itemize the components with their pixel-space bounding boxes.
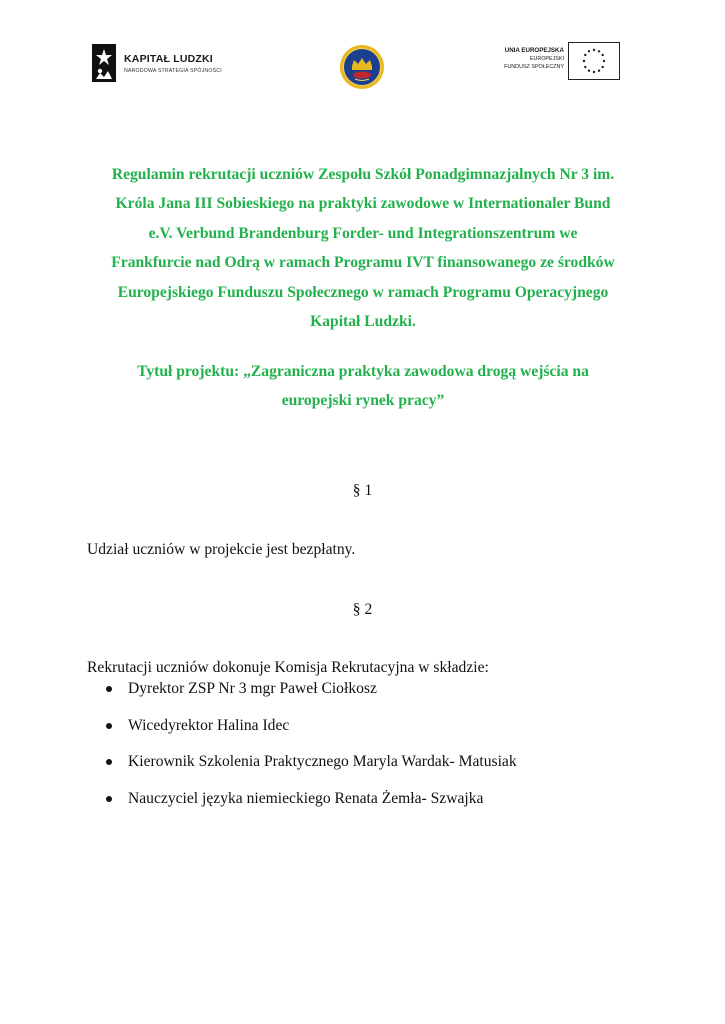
member-name: Dyrektor ZSP Nr 3 mgr Paweł Ciołkosz <box>128 680 377 697</box>
list-item <box>102 680 517 717</box>
eu-line-fund: FUNDUSZ SPOŁECZNY <box>504 64 564 70</box>
bullet-icon <box>106 686 112 692</box>
section-1-text: Udział uczniów w projekcie jest bezpłatny. <box>87 541 356 558</box>
eu-line-union: UNIA EUROPEJSKA <box>504 47 564 54</box>
title-line: Kapitał Ludzki. <box>310 313 416 331</box>
page-header <box>0 0 725 110</box>
bullet-icon <box>106 796 112 802</box>
list-item <box>102 753 517 790</box>
title-line: Frankfurcie nad Odrą w ramach Programu IVT finansowanego ze środków <box>111 254 615 272</box>
section-1-heading: § 1 <box>352 482 373 499</box>
member-name: Nauczyciel języka niemieckiego Renata Żemła- Szwajka <box>128 789 484 807</box>
section-2-intro: Rekrutacji uczniów dokonuje Komisja Rekrutacyjna w składzie: <box>87 659 489 676</box>
project-line: europejski rynek pracy” <box>281 392 445 410</box>
title-line: Króla Jana III Sobieskiego na praktyki zawodowe w Internationaler Bund <box>115 195 611 213</box>
list-item <box>102 790 517 827</box>
bullet-icon <box>106 759 112 765</box>
member-name: Wicedyrektor Halina Idec <box>128 716 290 734</box>
project-line: Tytuł projektu: „Zagraniczna praktyka zawodowa drogą wejścia na <box>137 363 589 380</box>
eu-line-european: EUROPEJSKI <box>529 56 564 62</box>
eu-logo-text <box>504 46 564 71</box>
bullet-icon <box>106 723 112 729</box>
title-line: Europejskiego Funduszu Społecznego w ramach Programu Operacyjnego <box>117 283 609 301</box>
document-title <box>72 160 654 336</box>
kapital-ludzki-title: KAPITAŁ LUDZKI <box>124 53 213 65</box>
commission-members-list <box>102 680 517 826</box>
section-2-heading: § 2 <box>352 601 373 618</box>
kapital-ludzki-logo <box>92 44 232 84</box>
title-line: Regulamin rekrutacji uczniów Zespołu Szkół Ponadgimnazjalnych Nr 3 im. <box>111 166 615 183</box>
project-title <box>72 357 654 416</box>
eu-logo <box>474 42 624 84</box>
eu-flag-icon <box>568 42 620 80</box>
school-crest-icon <box>339 44 385 90</box>
title-line: e.V. Verbund Brandenburg Forder- und Integrationszentrum we <box>148 224 578 242</box>
kapital-ludzki-mark-icon <box>92 44 116 82</box>
member-name: Kierownik Szkolenia Praktycznego Maryla Wardak- Matusiak <box>128 753 517 770</box>
kapital-ludzki-subtitle: NARODOWA STRATEGIA SPÓJNOŚCI <box>124 68 222 74</box>
list-item <box>102 717 517 754</box>
